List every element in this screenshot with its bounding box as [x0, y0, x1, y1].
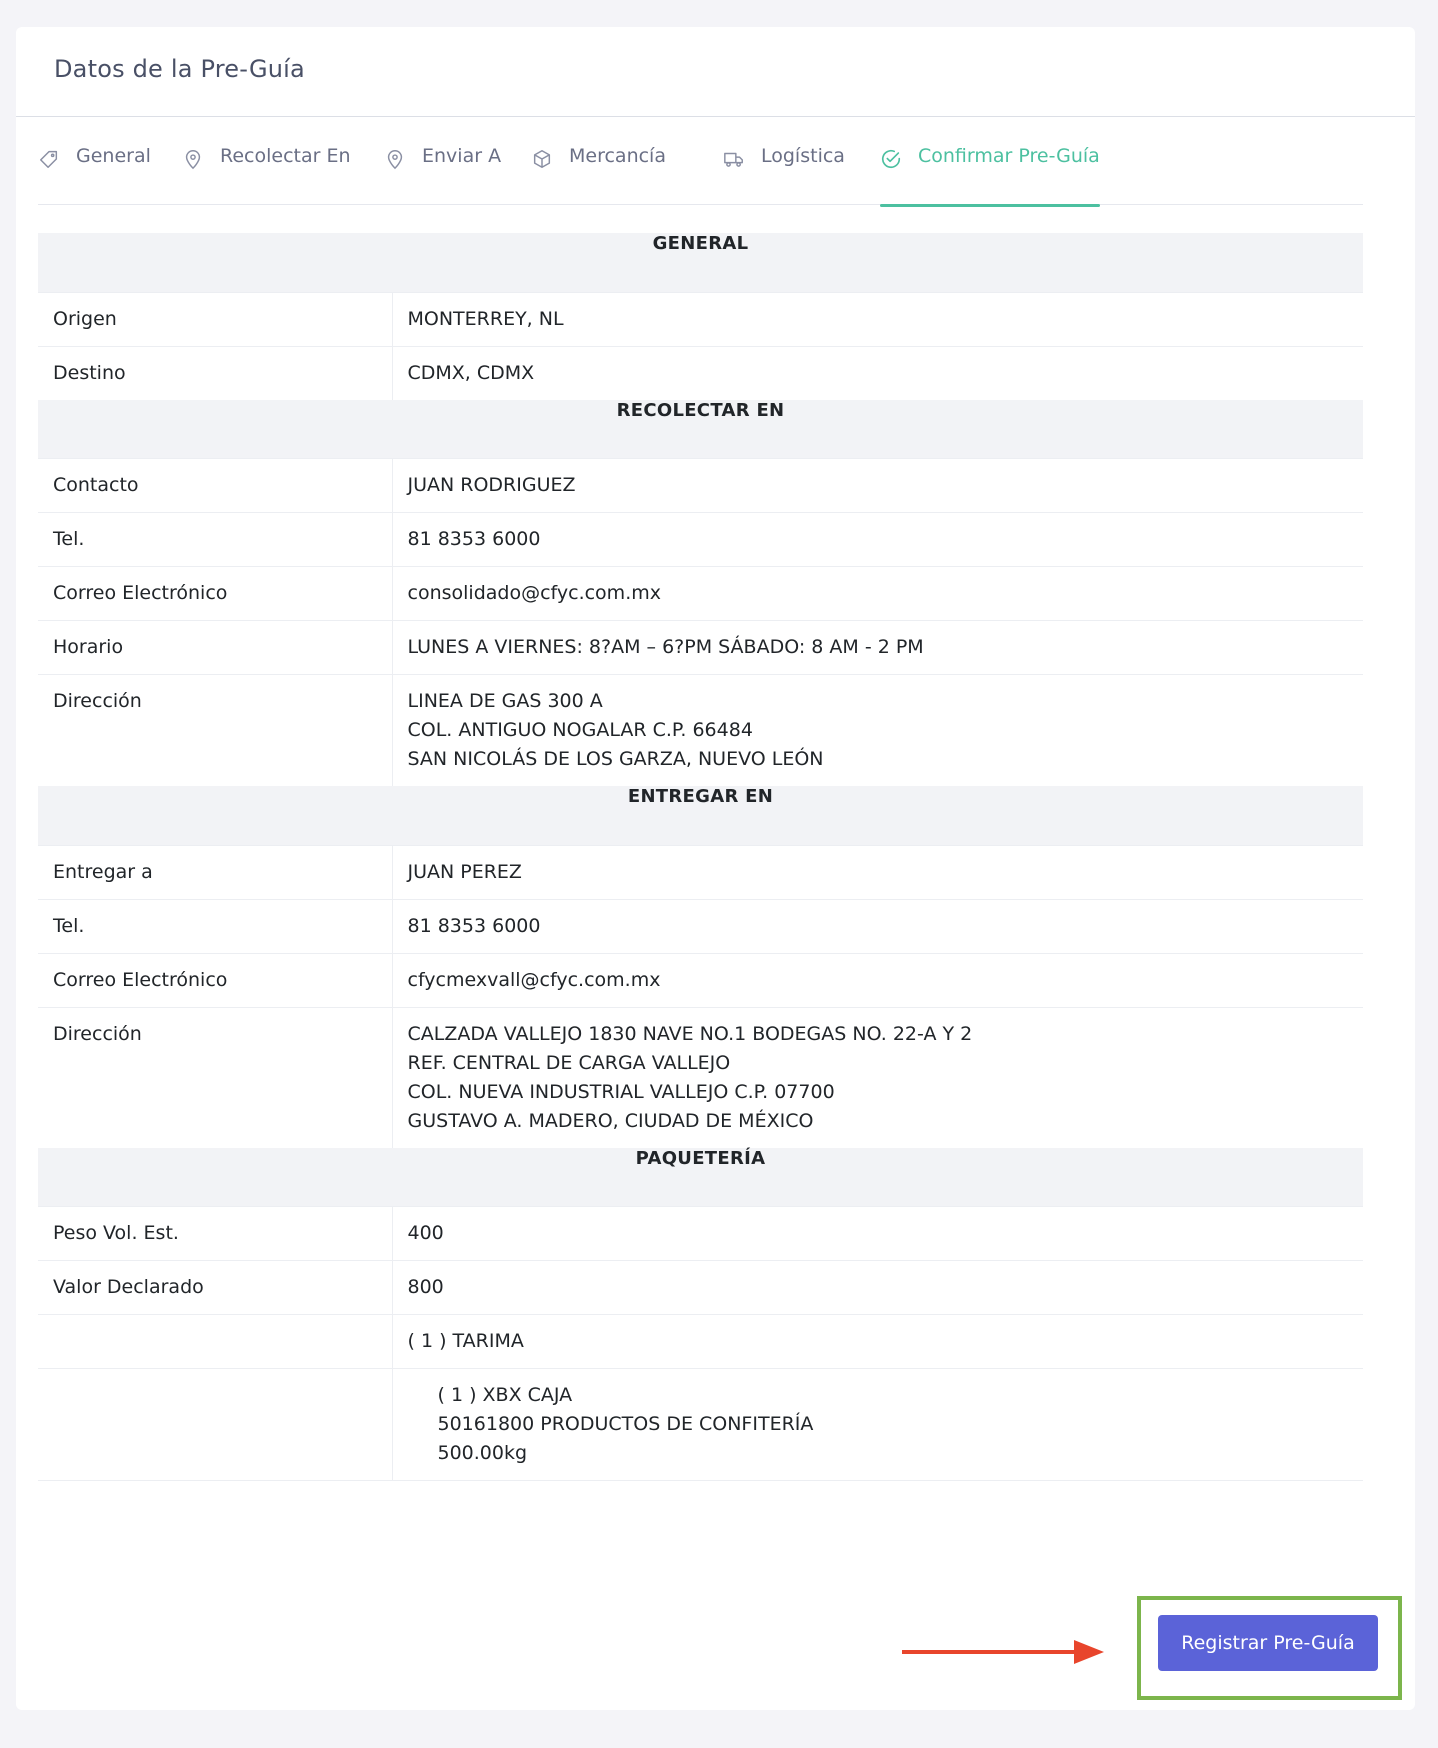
table-row — [38, 621, 1363, 675]
address-line: GUSTAVO A. MADERO, CIUDAD DE MÉXICO — [407, 1109, 814, 1132]
section-recolectar-en — [38, 400, 1363, 459]
tab-label: Mercancía — [569, 145, 666, 167]
tab-confirmar-pre-guia[interactable] — [880, 142, 1100, 205]
wizard-tabs — [38, 142, 1363, 205]
tab-label: Logística — [761, 145, 845, 167]
tab-label: Recolectar En — [220, 145, 351, 167]
item-line: ( 1 ) XBX CAJA — [437, 1384, 573, 1406]
tab-label: Confirmar Pre-Guía — [918, 145, 1100, 167]
row-label-empty — [38, 1369, 392, 1481]
address-line: CALZADA VALLEJO 1830 NAVE NO.1 BODEGAS NO. 22-A Y 2 — [407, 1022, 973, 1045]
row-label: Dirección — [38, 675, 392, 787]
row-label: Correo Electrónico — [38, 953, 392, 1007]
row-value: 81 8353 6000 — [392, 899, 1363, 953]
table-row — [38, 567, 1363, 621]
item-line: 500.00kg — [437, 1442, 528, 1464]
section-general — [38, 233, 1363, 292]
address-line: LINEA DE GAS 300 A — [407, 690, 603, 712]
tab-logistica[interactable] — [723, 142, 845, 205]
row-value: cfycmexvall@cfyc.com.mx — [392, 953, 1363, 1007]
row-value: 81 8353 6000 — [392, 513, 1363, 567]
table-row — [38, 675, 1363, 787]
row-value: 400 — [392, 1207, 1363, 1261]
table-row — [38, 953, 1363, 1007]
table-row — [38, 845, 1363, 899]
tag-icon — [38, 148, 60, 170]
table-row — [38, 513, 1363, 567]
summary-table — [38, 233, 1363, 1481]
tab-label: Enviar A — [422, 145, 502, 167]
section-title: RECOLECTAR EN — [38, 400, 1363, 459]
row-label: Tel. — [38, 899, 392, 953]
row-label: Entregar a — [38, 845, 392, 899]
table-row — [38, 1261, 1363, 1315]
tab-enviar-a[interactable] — [384, 142, 501, 205]
section-title: ENTREGAR EN — [38, 786, 1363, 845]
pallet-value: ( 1 ) TARIMA — [392, 1315, 1363, 1369]
map-pin-icon — [182, 148, 204, 170]
tab-mercancia[interactable] — [531, 142, 666, 205]
address-value — [392, 1007, 1363, 1148]
red-arrow-annotation — [902, 1636, 1104, 1668]
table-row — [38, 346, 1363, 400]
page-title: Datos de la Pre-Guía — [54, 55, 305, 83]
row-value: CDMX, CDMX — [392, 346, 1363, 400]
address-line: COL. ANTIGUO NOGALAR C.P. 66484 — [407, 719, 753, 741]
table-row — [38, 292, 1363, 346]
row-value: 800 — [392, 1261, 1363, 1315]
card-header — [16, 27, 1415, 117]
row-label: Tel. — [38, 513, 392, 567]
row-label-empty — [38, 1315, 392, 1369]
register-pre-guia-button[interactable]: Registrar Pre-Guía — [1158, 1615, 1378, 1671]
table-row — [38, 1315, 1363, 1369]
row-label: Horario — [38, 621, 392, 675]
tab-label: General — [76, 145, 151, 167]
address-line: SAN NICOLÁS DE LOS GARZA, NUEVO LEÓN — [407, 748, 824, 770]
address-line: REF. CENTRAL DE CARGA VALLEJO — [407, 1051, 731, 1074]
row-value: JUAN PEREZ — [392, 845, 1363, 899]
row-value: MONTERREY, NL — [392, 292, 1363, 346]
section-title: GENERAL — [38, 233, 1363, 292]
address-value — [392, 675, 1363, 787]
table-row — [38, 1369, 1363, 1481]
tab-recolectar-en[interactable] — [182, 142, 351, 205]
check-circle-icon — [880, 148, 902, 170]
tab-general[interactable] — [38, 142, 151, 205]
section-paqueteria — [38, 1148, 1363, 1207]
row-value: consolidado@cfyc.com.mx — [392, 567, 1363, 621]
section-title: PAQUETERÍA — [38, 1148, 1363, 1207]
package-item-value — [392, 1369, 1363, 1481]
row-value: JUAN RODRIGUEZ — [392, 459, 1363, 513]
section-entregar-en — [38, 786, 1363, 845]
item-line: 50161800 PRODUCTOS DE CONFITERÍA — [437, 1413, 814, 1435]
map-pin-icon — [384, 148, 406, 170]
row-label: Origen — [38, 292, 392, 346]
row-label: Correo Electrónico — [38, 567, 392, 621]
truck-icon — [723, 148, 745, 170]
row-label: Peso Vol. Est. — [38, 1207, 392, 1261]
table-row — [38, 1207, 1363, 1261]
row-label: Valor Declarado — [38, 1261, 392, 1315]
table-row — [38, 459, 1363, 513]
row-label: Dirección — [38, 1007, 392, 1148]
box-icon — [531, 148, 553, 170]
table-row — [38, 1007, 1363, 1148]
row-label: Contacto — [38, 459, 392, 513]
table-row — [38, 899, 1363, 953]
address-line: COL. NUEVA INDUSTRIAL VALLEJO C.P. 07700 — [407, 1080, 835, 1103]
row-value: LUNES A VIERNES: 8?AM – 6?PM SÁBADO: 8 AM - 2 PM — [392, 621, 1363, 675]
row-label: Destino — [38, 346, 392, 400]
